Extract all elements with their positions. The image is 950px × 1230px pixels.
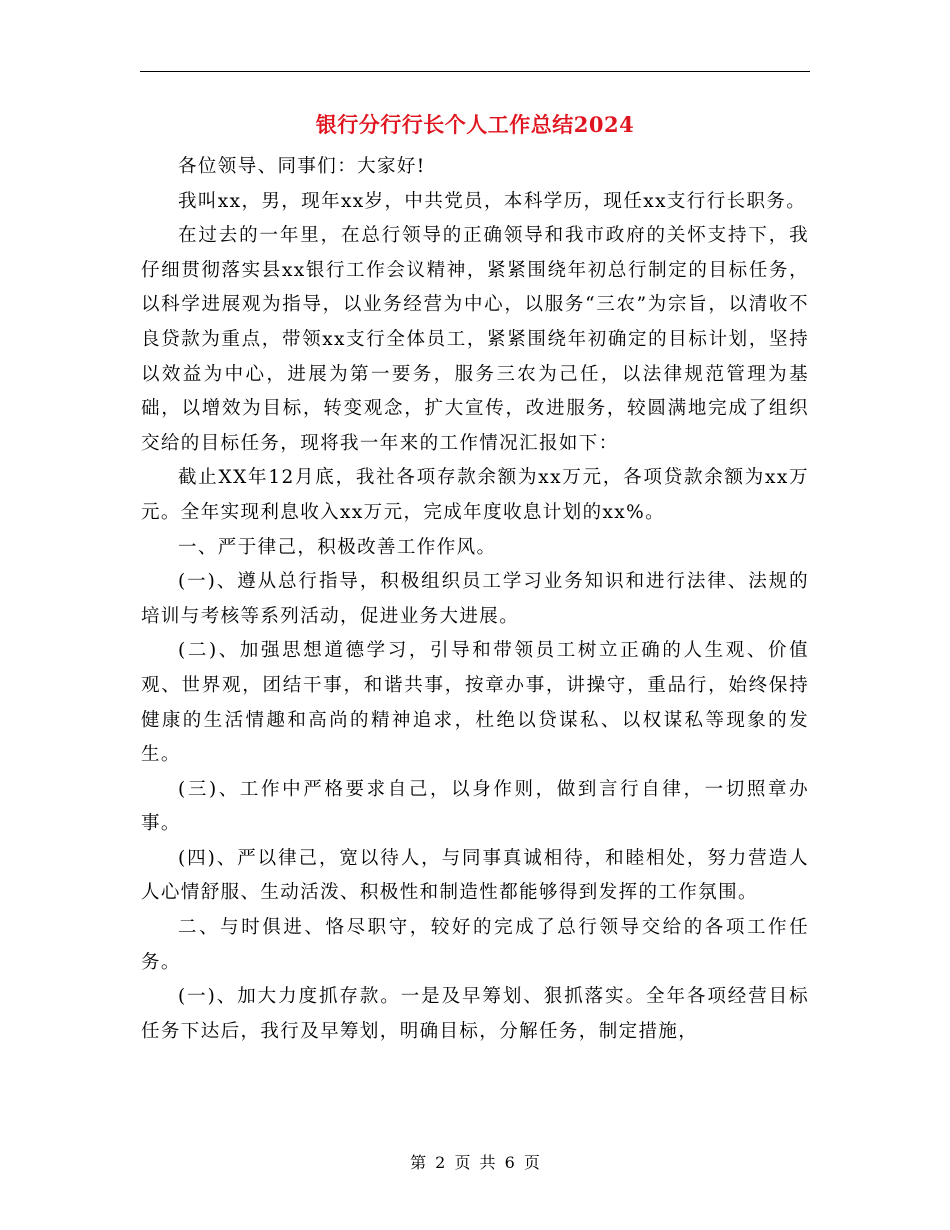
paragraph: (二)、加强思想道德学习，引导和带领员工树立正确的人生观、价值观、世界观，团结干事，和谐共事，按章办事，讲操守，重品行，始终保持健康的生活情趣和高尚的精神追求，杜绝以贷谋私、以权谋私等现象的发生。 [141, 640, 809, 766]
page-footer: 第 2 页 共 6 页 [410, 1153, 540, 1172]
paragraph: (四)、严以律己，宽以待人，与同事真诚相待，和睦相处，努力营造人人心情舒服、生动活泼、积极性和制造性都能够得到发挥的工作氛围。 [141, 847, 809, 904]
paragraph: (一)、加大力度抓存款。一是及早筹划、狠抓落实。全年各项经营目标任务下达后，我行及早筹划，明确目标，分解任务，制定措施， [141, 986, 809, 1042]
paragraph: (三)、工作中严格要求自己，以身作则，做到言行自律，一切照章办事。 [141, 778, 809, 835]
paragraph: 二、与时俱进、恪尽职守，较好的完成了总行领导交给的各项工作任务。 [141, 917, 809, 973]
paragraph: 各位领导、同事们：大家好! [178, 156, 426, 177]
document-body [141, 150, 809, 1049]
paragraph: 我叫xx，男，现年xx岁，中共党员，本科学历，现任xx支行行长职务。 [178, 190, 807, 212]
header-rule [140, 71, 810, 72]
document-title: 银行分行行长个人工作总结2024 [315, 112, 635, 137]
paragraph: 截止XX年12月底，我社各项存款余额为xx万元，各项贷款余额为xx万元。全年实现利息收入xx万元，完成年度收息计划的xx%。 [141, 467, 809, 523]
paragraph: 在过去的一年里，在总行领导的正确领导和我市政府的关怀支持下，我仔细贯彻落实县xx银行工作会议精神，紧紧围绕年初总行制定的目标任务，以科学进展观为指导，以业务经营为中心，以服务“三农”为宗旨，以清收不良贷款为重点，带领xx支行全体员工，紧紧围绕年初确定的目标计划，坚持以效益为中心，进展为第一要务，服务三农为己任，以法律规范管理为基础，以增效为目标，转变观念，扩大宣传，改进服务，较圆满地完成了组织交给的目标任务，现将我一年来的工作情况汇报如下： [141, 225, 809, 454]
paragraph: 一、严于律己，积极改善工作作风。 [178, 536, 497, 558]
paragraph: (一)、遵从总行指导，积极组织员工学习业务知识和进行法律、法规的培训与考核等系列活动，促进业务大进展。 [141, 571, 809, 627]
